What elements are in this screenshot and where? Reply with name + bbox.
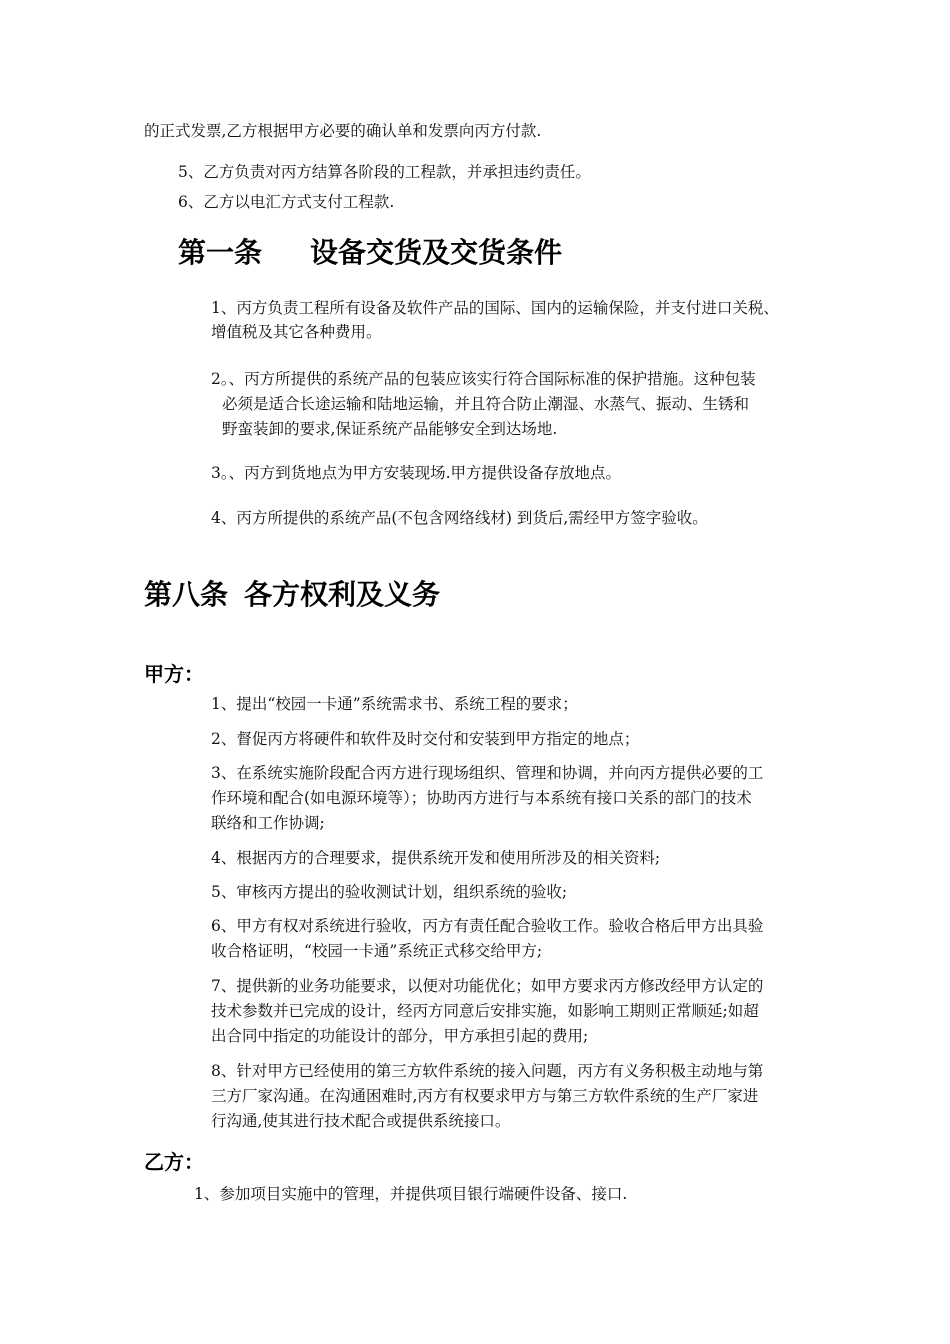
delivery-item-1-line-1: 1、丙方负责工程所有设备及软件产品的国际、国内的运输保险，并支付进口关税、 — [211, 299, 779, 317]
party-a-item-7-line-2: 技术参数并已完成的设计，经丙方同意后安排实施，如影响工期则正常顺延;如超 — [211, 1002, 759, 1020]
party-a-item-3-line-1: 3、在系统实施阶段配合丙方进行现场组织、管理和协调，并向丙方提供必要的工 — [211, 764, 764, 782]
party-a-heading: 甲方： — [144, 662, 204, 686]
party-a-item-8-line-1: 8、针对甲方已经使用的第三方软件系统的接入问题，丙方有义务积极主动地与第 — [211, 1062, 764, 1080]
party-a-item-6-line-1: 6、甲方有权对系统进行验收，丙方有责任配合验收工作。验收合格后甲方出具验 — [211, 917, 764, 935]
party-b-item-1: 1、参加项目实施中的管理，并提供项目银行端硬件设备、接口. — [194, 1185, 628, 1203]
section-delivery-heading — [178, 236, 562, 270]
delivery-item-2-line-3: 野蛮装卸的要求,保证系统产品能够安全到达场地. — [222, 420, 558, 438]
party-a-item-8-line-2: 三方厂家沟通。在沟通困难时,丙方有权要求甲方与第三方软件系统的生产厂家进 — [211, 1087, 759, 1105]
party-a-item-7-line-3: 出合同中指定的功能设计的部分，甲方承担引起的费用; — [211, 1027, 589, 1045]
intro-item-5: 5、乙方负责对丙方结算各阶段的工程款，并承担违约责任。 — [178, 163, 591, 181]
party-a-item-3-line-3: 联络和工作协调; — [211, 814, 325, 832]
party-a-item-7-line-1: 7、提供新的业务功能要求，以便对功能优化；如甲方要求丙方修改经甲方认定的 — [211, 977, 764, 995]
section-rights-title: 各方权利及义务 — [244, 578, 441, 611]
intro-line: 的正式发票,乙方根据甲方必要的确认单和发票向丙方付款. — [144, 122, 542, 140]
delivery-item-2-line-1: 2。、丙方所提供的系统产品的包装应该实行符合国际标准的保护措施。这种包装 — [211, 370, 756, 388]
party-a-item-8-line-3: 行沟通,使其进行技术配合或提供系统接口。 — [211, 1112, 511, 1130]
intro-item-6: 6、乙方以电汇方式支付工程款. — [178, 193, 395, 211]
delivery-item-1-line-2: 增值税及其它各种费用。 — [211, 323, 382, 341]
delivery-item-4: 4、丙方所提供的系统产品(不包含网络线材) 到货后,需经甲方签字验收。 — [211, 509, 708, 527]
section-rights-number: 第八条 — [144, 578, 229, 611]
party-a-item-1: 1、提出“校园一卡通”系统需求书、系统工程的要求； — [211, 695, 578, 713]
section-delivery-title: 设备交货及交货条件 — [310, 236, 563, 269]
party-b-heading: 乙方： — [144, 1150, 204, 1174]
section-rights-heading — [144, 578, 440, 612]
party-a-item-5: 5、审核丙方提出的验收测试计划，组织系统的验收; — [211, 883, 568, 901]
section-delivery-number: 第一条 — [178, 236, 263, 269]
delivery-item-3: 3。、丙方到货地点为甲方安装现场.甲方提供设备存放地点。 — [211, 464, 622, 482]
party-a-item-4: 4、根据丙方的合理要求，提供系统开发和使用所涉及的相关资料; — [211, 849, 661, 867]
party-a-item-6-line-2: 收合格证明，“校园一卡通”系统正式移交给甲方; — [211, 942, 543, 960]
delivery-item-2-line-2: 必须是适合长途运输和陆地运输，并且符合防止潮湿、水蒸气、振动、生锈和 — [222, 395, 750, 413]
party-a-item-2: 2、督促丙方将硬件和软件及时交付和安装到甲方指定的地点； — [211, 730, 640, 748]
party-a-item-3-line-2: 作环境和配合(如电源环境等）；协助丙方进行与本系统有接口关系的部门的技术 — [211, 789, 752, 807]
